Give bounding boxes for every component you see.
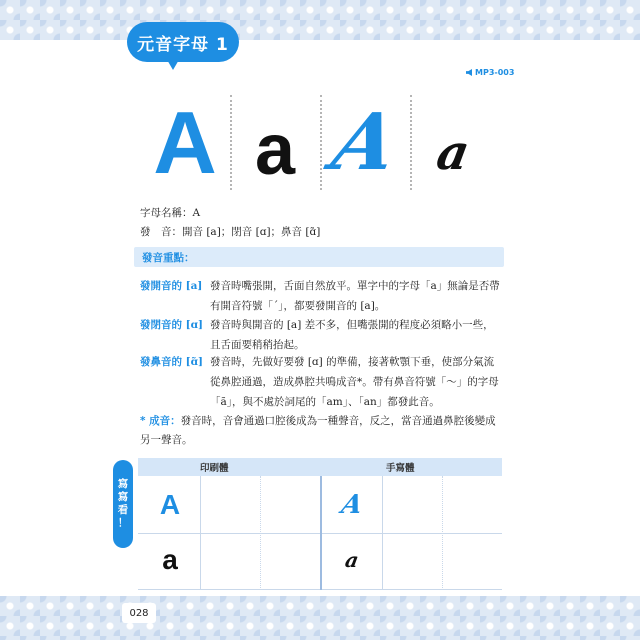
script-uppercase-letter: A	[325, 97, 405, 188]
footnote-label: * 成音：	[140, 415, 181, 427]
side-char: 寫	[117, 491, 129, 503]
rule-label: 發開音的 [a]	[140, 280, 203, 292]
pronunciation-line: 發 音：開音 [a]；閉音 [ɑ]；鼻音 [ɑ̃]	[140, 226, 321, 238]
speaker-icon	[466, 69, 472, 76]
lesson-title-bubble	[127, 22, 239, 62]
rule-text: 發音時與開音的 [a] 差不多，但嘴張開的程度必須略小一些，且舌面要稍稍抬起。	[210, 319, 494, 351]
section-heading: 發音重點：	[142, 251, 195, 264]
practice-script-uppercase: A	[338, 490, 366, 520]
practice-header	[138, 458, 502, 476]
rule-text: 發音時，先做好要發 [ɑ] 的準備，接著軟顎下垂，使部分氣流從鼻腔通過，造成鼻腔共鳴成音*。帶有鼻音符號「～」的字母「ã」，與不處於詞尾的「am」、「an」都發此音。	[210, 356, 499, 408]
practice-print-lowercase: a	[162, 544, 178, 575]
column-handwriting-header: 手寫體	[386, 463, 415, 474]
footnote	[140, 412, 502, 450]
side-char: ！	[117, 517, 129, 529]
top-decorative-pattern	[0, 0, 640, 40]
section-heading-bar	[134, 247, 504, 267]
side-char: 寫	[117, 478, 129, 490]
column-divider	[442, 476, 443, 590]
rule-text: 發音時嘴張開，舌面自然放平。單字中的字母「a」無論是否帶有開音符號「ˊ」，都要發開音的 [a]。	[210, 280, 500, 312]
script-lowercase-letter: a	[432, 124, 474, 181]
page-number: 028	[122, 603, 156, 623]
bubble-tail	[166, 58, 180, 70]
print-uppercase-letter: A	[153, 92, 217, 192]
audio-track-id: MP3-003	[475, 68, 515, 77]
rule-label: 發鼻音的 [ɑ̃]	[140, 356, 203, 368]
side-char: 看	[117, 504, 129, 516]
practice-print-uppercase: A	[159, 489, 181, 520]
rule-label: 發閉音的 [ɑ]	[140, 319, 203, 331]
footnote-text: 發音時，音會通過口腔後成為一種聲音，反之，當音通過鼻腔後變成另一聲音。	[140, 415, 496, 446]
lesson-title: 元音字母 1	[137, 34, 229, 55]
practice-script-lowercase: a	[343, 548, 361, 572]
column-divider	[200, 476, 201, 590]
letter-showcase	[140, 92, 500, 192]
column-print-header: 印刷體	[200, 463, 229, 474]
print-lowercase-letter: a	[254, 109, 296, 190]
column-divider	[260, 476, 261, 590]
letter-name-line: 字母名稱：A	[140, 207, 201, 219]
audio-track-label[interactable]	[466, 68, 514, 77]
writing-practice-grid	[138, 458, 502, 590]
bottom-decorative-pattern	[0, 596, 640, 640]
practice-side-label	[113, 460, 133, 548]
